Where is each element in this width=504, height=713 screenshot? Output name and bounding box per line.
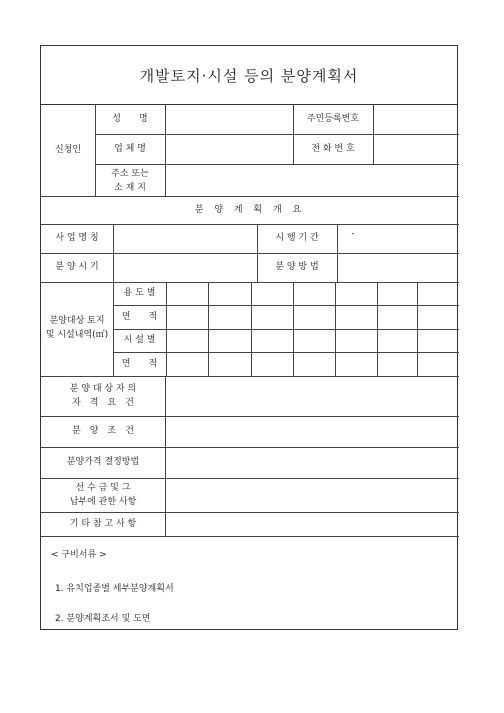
name-label: 성 명 xyxy=(112,114,148,124)
col-line xyxy=(257,224,258,282)
row-line xyxy=(113,305,459,306)
document-item: 2. 분양계획조서 및 도면 xyxy=(55,614,151,624)
col-line xyxy=(293,282,294,376)
period-separator: - xyxy=(351,229,355,239)
facility-label: 시 설 별 xyxy=(123,335,156,345)
col-line xyxy=(337,224,338,282)
row-line xyxy=(95,164,459,165)
row-line xyxy=(41,224,459,225)
row-line xyxy=(41,196,459,197)
row-line xyxy=(41,253,459,254)
sale-method-label: 분 양 방 법 xyxy=(275,262,319,272)
row-line xyxy=(41,416,459,417)
col-line xyxy=(373,104,374,164)
row-line xyxy=(113,352,459,353)
row-line xyxy=(95,134,459,135)
applicant-label: 신청인 xyxy=(54,145,82,155)
use-label: 용 도 별 xyxy=(123,288,156,298)
area-label-2: 면 적 xyxy=(121,359,158,369)
area-label-1: 면 적 xyxy=(121,312,158,322)
col-line xyxy=(251,282,252,376)
row-line xyxy=(41,447,459,448)
target-label: 분양대상 토지 및 시설내역(㎡) xyxy=(45,316,109,340)
phone-label: 전 화 번 호 xyxy=(311,144,355,154)
col-line xyxy=(208,282,209,376)
other-label: 기 타 참 고 사 항 xyxy=(69,519,137,529)
company-label: 업 체 명 xyxy=(114,144,146,154)
col-line xyxy=(113,224,114,282)
period-label: 시 행 기 간 xyxy=(275,233,319,243)
col-line xyxy=(166,282,167,376)
col-line xyxy=(417,282,418,376)
overview-header: 분 양 계 획 개 요 xyxy=(194,205,306,215)
document-item: 1. 유치업종별 세부분양계획서 xyxy=(55,584,174,594)
row-line xyxy=(41,512,459,513)
conditions-label: 분 양 조 건 xyxy=(72,426,134,436)
col-line xyxy=(165,104,166,196)
row-line xyxy=(41,536,459,537)
qualification-label: 분 양 대 상 자 의 자 격 요 건 xyxy=(69,384,137,408)
resident-no-label: 주민등록번호 xyxy=(306,114,360,124)
row-line xyxy=(41,376,459,377)
price-method-label: 분양가격 결정방법 xyxy=(66,457,140,467)
row-line xyxy=(41,282,459,283)
col-line xyxy=(293,104,294,164)
application-form xyxy=(40,45,458,630)
col-line xyxy=(335,282,336,376)
documents-header: < 구비서류 > xyxy=(51,550,107,560)
row-line xyxy=(41,478,459,479)
form-title: 개발토지·시설 등의 분양계획서 xyxy=(41,46,457,105)
col-line xyxy=(377,282,378,376)
deposit-label: 선 수 금 및 그 납부에 관한 사항 xyxy=(69,483,137,507)
address-label: 주소 또는 소 재 지 xyxy=(111,169,149,193)
sale-time-label: 분 양 시 기 xyxy=(55,262,99,272)
row-line xyxy=(113,329,459,330)
project-name-label: 사 업 명 칭 xyxy=(55,233,99,243)
